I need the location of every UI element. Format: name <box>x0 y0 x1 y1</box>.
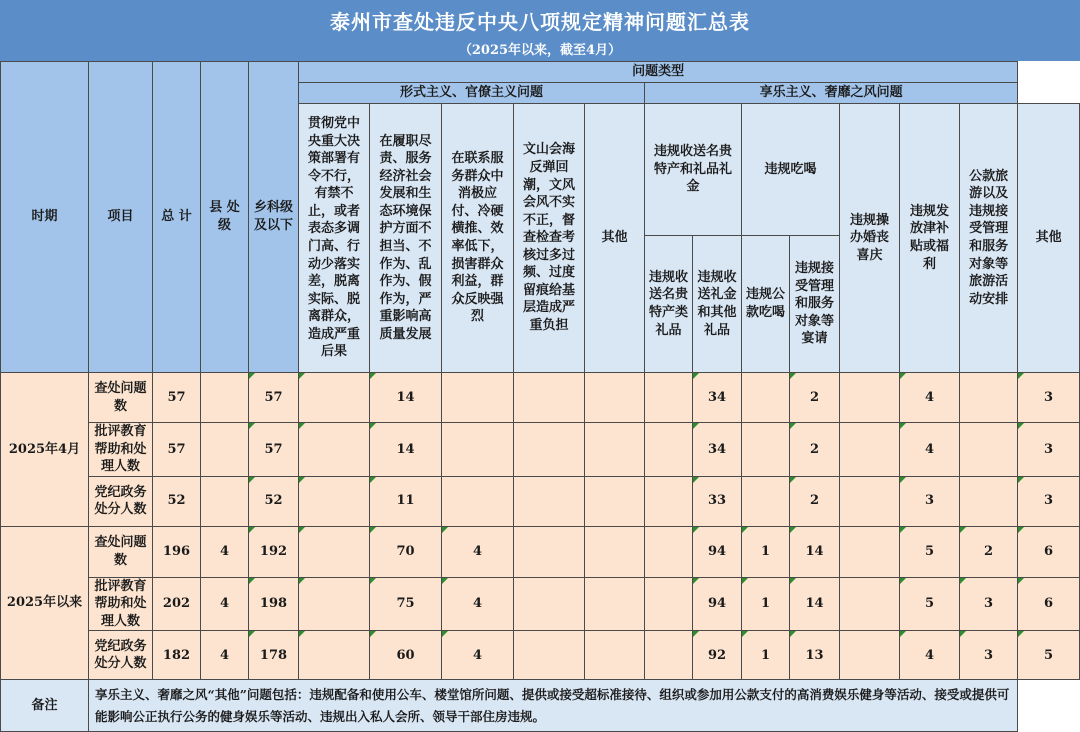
cell-value: 94 <box>693 526 742 577</box>
cell-value: 4 <box>900 631 960 680</box>
cell-value: 3 <box>960 577 1018 631</box>
cell-value: 1 <box>742 577 790 631</box>
period-label: 2025年4月 <box>1 373 89 527</box>
cell-value: 57 <box>153 373 201 423</box>
cell-value: 57 <box>153 423 201 477</box>
cell-value <box>299 373 370 423</box>
cell-value: 4 <box>442 526 514 577</box>
row-item: 批评教育帮助和处理人数 <box>89 577 153 631</box>
cell-value <box>514 631 585 680</box>
cell-value <box>201 373 249 423</box>
cell-value <box>645 476 693 526</box>
cell-value <box>960 373 1018 423</box>
cell-value: 11 <box>370 476 442 526</box>
cell-value <box>299 631 370 680</box>
header-hedonism-other: 其他 <box>1018 104 1080 373</box>
title-bar <box>0 0 1080 61</box>
cell-value: 75 <box>370 577 442 631</box>
cell-value: 4 <box>900 373 960 423</box>
cell-value <box>201 423 249 477</box>
cell-value: 5 <box>900 526 960 577</box>
cell-value: 202 <box>153 577 201 631</box>
header-travel: 公款旅游以及违规接受管理和服务对象等旅游活动安排 <box>960 104 1018 373</box>
cell-value: 4 <box>201 526 249 577</box>
cell-value <box>514 526 585 577</box>
cell-value: 14 <box>790 577 840 631</box>
cell-value <box>840 476 900 526</box>
cell-value: 198 <box>249 577 299 631</box>
cell-value <box>645 577 693 631</box>
cell-value: 14 <box>790 526 840 577</box>
cell-value <box>299 577 370 631</box>
header-hedonism: 享乐主义、奢靡之风问题 <box>645 83 1018 104</box>
note-text: 享乐主义、奢靡之风“其他”问题包括：违规配备和使用公车、楼堂馆所问题、提供或接受超标准接待、组织或参加用公款支付的高消费娱乐健身等活动、接受或提供可能影响公正执行公务的健身娱乐等活动、违规出入私人会所、领导干部住房违规。 <box>89 680 1018 732</box>
cell-value: 3 <box>960 631 1018 680</box>
note-label: 备注 <box>1 680 89 732</box>
cell-value <box>299 423 370 477</box>
cell-value: 60 <box>370 631 442 680</box>
row-item: 查处问题数 <box>89 526 153 577</box>
cell-value <box>585 577 645 631</box>
cell-value <box>299 526 370 577</box>
cell-value: 2 <box>960 526 1018 577</box>
cell-value <box>840 526 900 577</box>
cell-value <box>514 423 585 477</box>
cell-value <box>585 373 645 423</box>
cell-value <box>585 423 645 477</box>
cell-value: 14 <box>370 373 442 423</box>
cell-value <box>840 423 900 477</box>
header-formalism-3: 在联系服务群众中消极应付、冷硬横推、效率低下，损害群众利益，群众反映强烈 <box>442 104 514 373</box>
cell-value: 1 <box>742 526 790 577</box>
cell-value <box>299 476 370 526</box>
cell-value <box>742 423 790 477</box>
cell-value <box>645 373 693 423</box>
cell-value: 5 <box>1018 631 1080 680</box>
header-formalism: 形式主义、官僚主义问题 <box>299 83 645 104</box>
cell-value <box>840 373 900 423</box>
cell-value: 34 <box>693 373 742 423</box>
header-formalism-1: 贯彻党中央重大决策部署有令不行，有禁不止，或者表态多调门高、行动少落实差，脱离实际、脱离群众，造成严重后果 <box>299 104 370 373</box>
header-township: 乡科级及以下 <box>249 62 299 373</box>
cell-value: 1 <box>742 631 790 680</box>
cell-value: 2 <box>790 476 840 526</box>
header-formalism-2: 在履职尽责、服务经济社会发展和生态环境保护方面不担当、不作为、乱作为、假作为，严重影响高质量发展 <box>370 104 442 373</box>
cell-value: 6 <box>1018 526 1080 577</box>
cell-value: 13 <box>790 631 840 680</box>
row-item: 党纪政务处分人数 <box>89 631 153 680</box>
cell-value <box>960 423 1018 477</box>
cell-value <box>442 476 514 526</box>
cell-value: 5 <box>900 577 960 631</box>
cell-value <box>585 631 645 680</box>
page-title: 泰州市查处违反中央八项规定精神问题汇总表 <box>330 10 750 34</box>
cell-value <box>585 476 645 526</box>
cell-value <box>840 631 900 680</box>
cell-value <box>840 577 900 631</box>
cell-value <box>645 631 693 680</box>
header-gift-cash: 违规收送礼金和其他礼品 <box>693 236 742 373</box>
header-gift-specialty: 违规收送名贵特产类礼品 <box>645 236 693 373</box>
cell-value <box>960 476 1018 526</box>
cell-value: 57 <box>249 423 299 477</box>
cell-value: 14 <box>370 423 442 477</box>
cell-value: 2 <box>790 373 840 423</box>
cell-value: 52 <box>153 476 201 526</box>
cell-value: 3 <box>1018 423 1080 477</box>
cell-value: 178 <box>249 631 299 680</box>
cell-value: 196 <box>153 526 201 577</box>
cell-value <box>514 577 585 631</box>
cell-value: 4 <box>442 631 514 680</box>
cell-value: 2 <box>790 423 840 477</box>
row-item: 党纪政务处分人数 <box>89 476 153 526</box>
cell-value: 3 <box>900 476 960 526</box>
summary-table <box>0 61 1080 732</box>
cell-value: 33 <box>693 476 742 526</box>
row-item: 查处问题数 <box>89 373 153 423</box>
cell-value: 182 <box>153 631 201 680</box>
cell-value: 3 <box>1018 373 1080 423</box>
cell-value: 70 <box>370 526 442 577</box>
cell-value: 3 <box>1018 476 1080 526</box>
cell-value: 192 <box>249 526 299 577</box>
cell-value: 57 <box>249 373 299 423</box>
header-eat: 违规吃喝 <box>742 104 840 236</box>
header-formalism-4: 文山会海反弹回潮，文风会风不实不正，督查检查考核过多过频、过度留痕给基层造成严重负担 <box>514 104 585 373</box>
cell-value <box>514 476 585 526</box>
page-subtitle: （2025年以来，截至4月） <box>458 43 622 58</box>
header-allowance: 违规发放津补贴或福利 <box>900 104 960 373</box>
header-formalism-other: 其他 <box>585 104 645 373</box>
cell-value: 4 <box>201 631 249 680</box>
header-problem-type: 问题类型 <box>299 62 1018 83</box>
cell-value: 52 <box>249 476 299 526</box>
header-eat-banquet: 违规接受管理和服务对象等宴请 <box>790 236 840 373</box>
header-total: 总 计 <box>153 62 201 373</box>
cell-value <box>742 373 790 423</box>
cell-value <box>585 526 645 577</box>
header-period: 时期 <box>1 62 89 373</box>
period-label: 2025年以来 <box>1 526 89 680</box>
row-item: 批评教育帮助和处理人数 <box>89 423 153 477</box>
cell-value <box>742 476 790 526</box>
header-item: 项目 <box>89 62 153 373</box>
cell-value: 4 <box>900 423 960 477</box>
header-eat-public: 违规公款吃喝 <box>742 236 790 373</box>
cell-value <box>201 476 249 526</box>
cell-value <box>442 423 514 477</box>
cell-value <box>645 423 693 477</box>
cell-value <box>645 526 693 577</box>
cell-value: 34 <box>693 423 742 477</box>
cell-value: 4 <box>442 577 514 631</box>
cell-value <box>442 373 514 423</box>
cell-value: 6 <box>1018 577 1080 631</box>
cell-value <box>514 373 585 423</box>
header-wedding: 违规操办婚丧喜庆 <box>840 104 900 373</box>
header-county: 县 处级 <box>201 62 249 373</box>
cell-value: 92 <box>693 631 742 680</box>
cell-value: 4 <box>201 577 249 631</box>
cell-value: 94 <box>693 577 742 631</box>
header-gift: 违规收送名贵特产和礼品礼金 <box>645 104 742 236</box>
